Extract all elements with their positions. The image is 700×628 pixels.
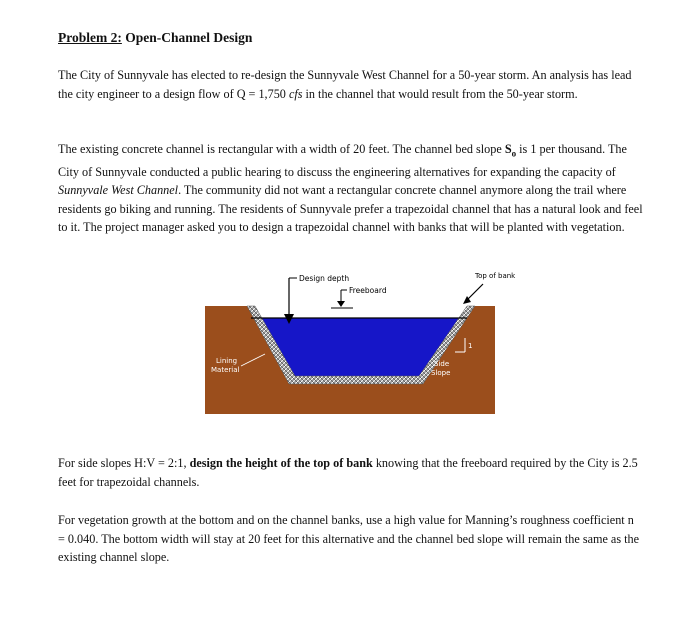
problem-label: Problem 2: <box>58 30 122 45</box>
paragraph-text: is 1 per thousand. The City of Sunnyvale conducted a public hearing to discuss the engineering alternatives for expanding the capacity of <box>58 142 627 179</box>
channel-name: Sunnyvale West Channel <box>58 183 179 198</box>
side-slope-label-line2: Slope <box>431 369 451 377</box>
freeboard-arrow <box>337 301 345 307</box>
bed-slope-symbol: $S_o$ <box>504 142 517 159</box>
channel-cross-section-figure <box>205 266 516 426</box>
side-slope-label-line1: Side <box>434 360 450 368</box>
paragraph-text: in the channel that would result from the 50-year storm. <box>302 86 578 101</box>
paragraph-roughness <box>58 511 643 567</box>
task-emphasis: design the height of the top of bank <box>189 456 373 470</box>
design-depth-label: Design depth <box>299 274 350 283</box>
paragraph-text: The City of Sunnyvale has elected to re-design the Sunnyvale West Channel for a 50-year storm. An analysis has lead the city engineer to a design flow of Q = 1,750 <box>58 68 632 101</box>
paragraph-text: knowing that the freeboard required by the City is 2.5 feet for trapezoidal channels. <box>58 456 638 489</box>
flow-unit: cfs <box>288 86 303 101</box>
top-of-bank-label: Top of bank <box>475 272 516 280</box>
paragraph-text: . The community did not want a rectangular concrete channel anymore along the trail where residents go biking and running. The residents of Sunnyvale prefer a trapezoidal channel that has a natural look and feel to it. The project manager asked you to design a trapezoidal channel with banks that will be planted with vegetation. <box>58 183 643 235</box>
lining-label-line2: Material <box>211 366 240 374</box>
problem-title: Open-Channel Design <box>121 30 253 45</box>
lining-label-line1: Lining <box>216 357 238 365</box>
paragraph-existing-channel <box>58 140 648 237</box>
paragraph-design-flow <box>58 66 648 103</box>
paragraph-text: For vegetation growth at the bottom and on the channel banks, use a high value for Manning’s roughness coefficient n = 0.040. The bottom width will stay at 20 feet for this alternative and the channel bed slope will remain the same as the existing channel slope. <box>58 513 640 564</box>
channel-diagram <box>205 266 516 426</box>
paragraph-text: The existing concrete channel is rectangular with a width of 20 feet. The channel bed slope <box>58 142 505 156</box>
paragraph-side-slopes <box>58 454 638 491</box>
slope-one-label: 1 <box>468 342 473 350</box>
problem-heading <box>58 30 252 46</box>
paragraph-text: For side slopes H:V = 2:1, <box>58 456 190 470</box>
freeboard-label: Freeboard <box>349 286 387 295</box>
